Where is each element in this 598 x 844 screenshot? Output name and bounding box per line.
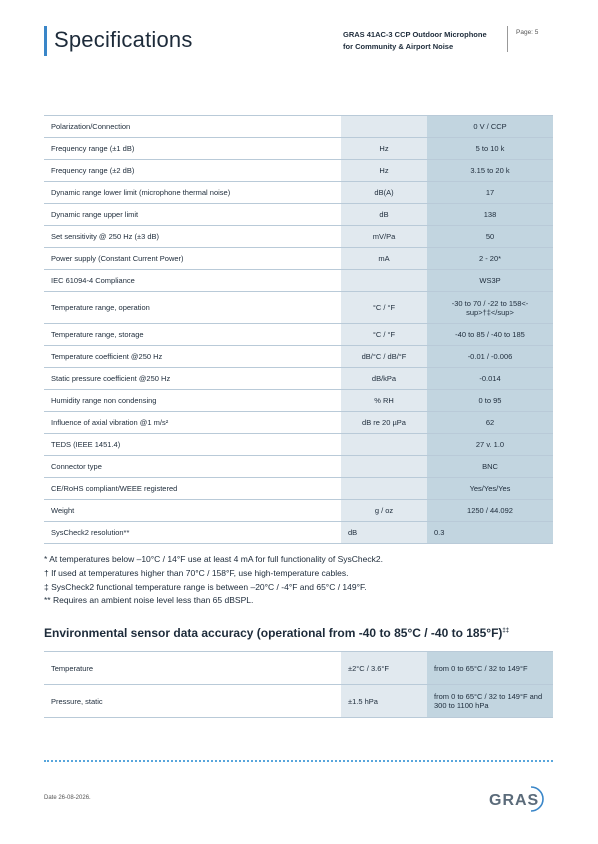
env-row xyxy=(44,685,553,718)
spec-param: Influence of axial vibration @1 m/s² xyxy=(44,412,341,434)
product-name: GRAS 41AC-3 CCP Outdoor Microphone for Community & Airport Noise xyxy=(343,30,487,51)
spec-param: Temperature range, storage xyxy=(44,324,341,346)
env-param: Temperature xyxy=(44,652,341,685)
spec-row xyxy=(44,522,553,544)
page-title: Specifications xyxy=(54,27,193,52)
spec-row xyxy=(44,456,553,478)
spec-unit: dB/kPa xyxy=(341,368,427,390)
spec-unit: mA xyxy=(341,248,427,270)
spec-row xyxy=(44,116,553,138)
spec-param: Connector type xyxy=(44,456,341,478)
spec-value: 0.3 xyxy=(427,522,553,544)
spec-row xyxy=(44,324,553,346)
dotted-divider xyxy=(44,760,553,762)
footnotes xyxy=(44,553,383,608)
spec-value: Yes/Yes/Yes xyxy=(427,478,553,500)
spec-value: 1250 / 44.092 xyxy=(427,500,553,522)
footnote: ‡ SysCheck2 functional temperature range is between –20°C / -4°F and 65°C / 149°F. xyxy=(44,581,367,592)
spec-value: 0 V / CCP xyxy=(427,116,553,138)
spec-row xyxy=(44,434,553,456)
spec-param: Frequency range (±1 dB) xyxy=(44,138,341,160)
spec-value: -30 to 70 / -22 to 158<-sup>†‡</sup> xyxy=(427,292,553,324)
spec-row xyxy=(44,182,553,204)
env-title-mark: ‡‡ xyxy=(502,628,510,634)
spec-row xyxy=(44,390,553,412)
spec-value: -40 to 85 / -40 to 185 xyxy=(427,324,553,346)
spec-value: WS3P xyxy=(427,270,553,292)
footnote: ** Requires an ambient noise level less than 65 dBSPL. xyxy=(44,595,254,606)
spec-unit: mV/Pa xyxy=(341,226,427,248)
env-range: from 0 to 65°C / 32 to 149°F xyxy=(427,652,553,685)
spec-unit: g / oz xyxy=(341,500,427,522)
spec-table xyxy=(44,115,553,544)
env-table xyxy=(44,651,553,718)
spec-param: Weight xyxy=(44,500,341,522)
spec-row xyxy=(44,204,553,226)
spec-param: Set sensitivity @ 250 Hz (±3 dB) xyxy=(44,226,341,248)
spec-unit: dB re 20 µPa xyxy=(341,412,427,434)
spec-value: BNC xyxy=(427,456,553,478)
spec-unit: Hz xyxy=(341,160,427,182)
spec-unit xyxy=(341,456,427,478)
title-accent-bar xyxy=(44,26,47,56)
spec-unit xyxy=(341,116,427,138)
spec-value: 3.15 to 20 k xyxy=(427,160,553,182)
spec-param: CE/RoHS compliant/WEEE registered xyxy=(44,478,341,500)
spec-row xyxy=(44,478,553,500)
spec-row xyxy=(44,160,553,182)
logo-text: GRAS xyxy=(489,792,540,809)
spec-row xyxy=(44,292,553,324)
footer-date: Date 26-08-2026. xyxy=(44,795,91,801)
spec-unit: % RH xyxy=(341,390,427,412)
spec-param: Polarization/Connection xyxy=(44,116,341,138)
spec-unit xyxy=(341,478,427,500)
spec-value: 62 xyxy=(427,412,553,434)
spec-value: 17 xyxy=(427,182,553,204)
env-title-text: Environmental sensor data accuracy (operational from -40 to 85°C / -40 to 185°F) xyxy=(44,626,503,640)
spec-param: Dynamic range lower limit (microphone thermal noise) xyxy=(44,182,341,204)
gras-logo xyxy=(487,784,547,814)
env-accuracy: ±1.5 hPa xyxy=(341,685,427,718)
env-range: from 0 to 65°C / 32 to 149°F and 300 to 1100 hPa xyxy=(427,685,553,718)
spec-value: 27 v. 1.0 xyxy=(427,434,553,456)
spec-row xyxy=(44,368,553,390)
spec-param: Power supply (Constant Current Power) xyxy=(44,248,341,270)
spec-param: Frequency range (±2 dB) xyxy=(44,160,341,182)
footnote: * At temperatures below –10°C / 14°F use at least 4 mA for full functionality of SysCheck2. xyxy=(44,554,383,564)
spec-row xyxy=(44,346,553,368)
spec-row xyxy=(44,226,553,248)
spec-unit: dB/°C / dB/°F xyxy=(341,346,427,368)
spec-unit: Hz xyxy=(341,138,427,160)
spec-param: Temperature range, operation xyxy=(44,292,341,324)
spec-row xyxy=(44,500,553,522)
spec-row xyxy=(44,270,553,292)
spec-unit: °C / °F xyxy=(341,292,427,324)
spec-unit: dB xyxy=(341,522,427,544)
spec-param: Temperature coefficient @250 Hz xyxy=(44,346,341,368)
spec-unit xyxy=(341,270,427,292)
spec-unit xyxy=(341,434,427,456)
spec-value: 138 xyxy=(427,204,553,226)
env-row xyxy=(44,652,553,685)
spec-param: Humidity range non condensing xyxy=(44,390,341,412)
spec-value: -0.01 / -0.006 xyxy=(427,346,553,368)
page-number: Page: 5 xyxy=(516,29,539,36)
spec-row xyxy=(44,138,553,160)
spec-unit: °C / °F xyxy=(341,324,427,346)
env-accuracy: ±2°C / 3.6°F xyxy=(341,652,427,685)
spec-row xyxy=(44,248,553,270)
env-section-title xyxy=(44,626,509,640)
spec-param: TEDS (IEEE 1451.4) xyxy=(44,434,341,456)
spec-unit: dB xyxy=(341,204,427,226)
spec-value: 5 to 10 k xyxy=(427,138,553,160)
env-param: Pressure, static xyxy=(44,685,341,718)
spec-param: IEC 61094-4 Compliance xyxy=(44,270,341,292)
spec-unit: dB(A) xyxy=(341,182,427,204)
spec-param: Dynamic range upper limit xyxy=(44,204,341,226)
footnote: † If used at temperatures higher than 70°C / 158°F, use high-temperature cables. xyxy=(44,567,349,578)
spec-value: 50 xyxy=(427,226,553,248)
spec-value: 2 - 20* xyxy=(427,248,553,270)
spec-param: Static pressure coefficient @250 Hz xyxy=(44,368,341,390)
spec-value: -0.014 xyxy=(427,368,553,390)
spec-param: SysCheck2 resolution** xyxy=(44,522,341,544)
spec-value: 0 to 95 xyxy=(427,390,553,412)
spec-row xyxy=(44,412,553,434)
header-divider xyxy=(507,26,508,52)
